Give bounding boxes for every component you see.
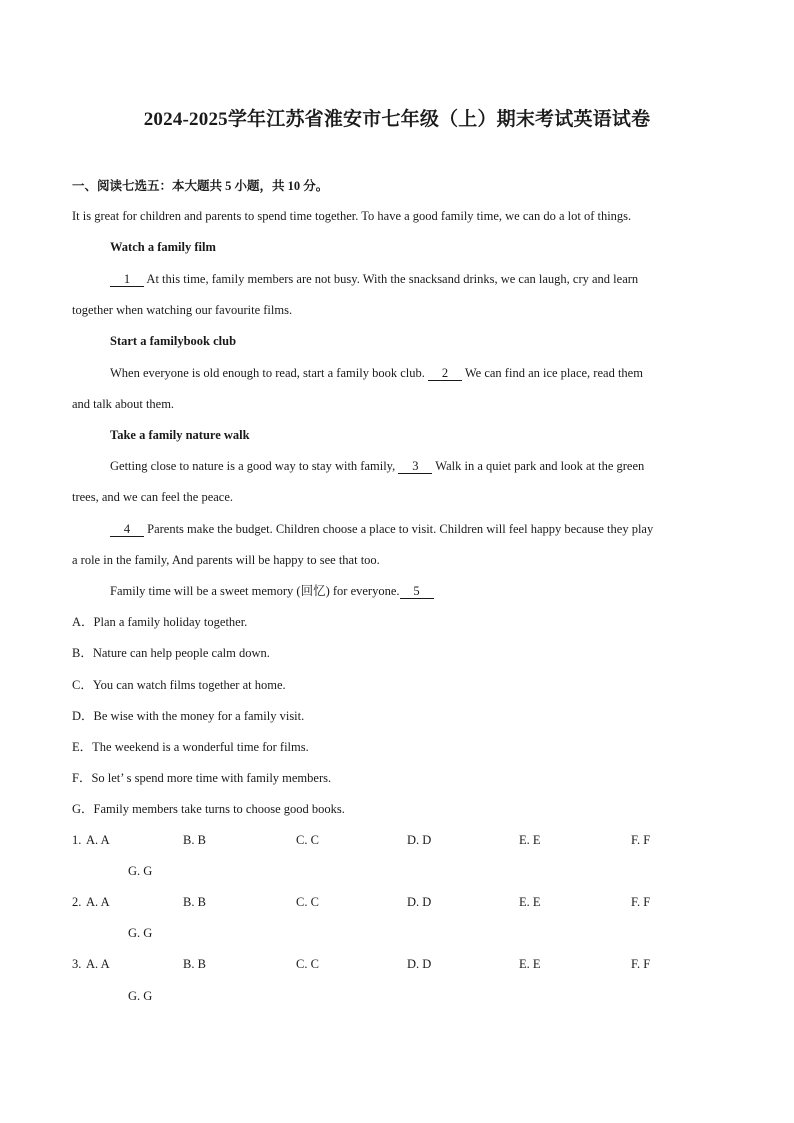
option-a: A．Plan a family holiday together. [72, 615, 248, 629]
choice-b[interactable]: B. B [183, 895, 206, 909]
paragraph-2-line-1 [110, 365, 643, 381]
choice-d[interactable]: D. D [407, 957, 432, 971]
paragraph-3-text-post: Walk in a quiet park and look at the green [432, 459, 645, 473]
blank-2[interactable]: 2 [428, 367, 462, 381]
choice-b[interactable]: B. B [183, 957, 206, 971]
option-f: F．So let’ s spend more time with family members. [72, 771, 332, 785]
section-heading: 一、阅读七选五：本大题共 5 小题，共 10 分。 [72, 179, 329, 193]
paragraph-1-line-2: together when watching our favourite films. [72, 303, 293, 317]
choice-b[interactable]: B. B [183, 833, 206, 847]
question-number: 1. [72, 833, 82, 847]
choice-e[interactable]: E. E [519, 895, 541, 909]
question-2-row [72, 895, 772, 911]
blank-4[interactable]: 4 [110, 523, 144, 537]
blank-1[interactable]: 1 [110, 273, 144, 287]
paragraph-2-text-post: We can find an ice place, read them [461, 366, 643, 380]
question-number: 2. [72, 895, 82, 909]
paragraph-4-line-1 [110, 521, 653, 537]
choice-f[interactable]: F. F [631, 895, 651, 909]
choice-d[interactable]: D. D [407, 895, 432, 909]
paragraph-3-text-pre: Getting close to nature is a good way to stay with family, [110, 459, 399, 473]
choice-e[interactable]: E. E [519, 957, 541, 971]
paragraph-3-line-2: trees, and we can feel the peace. [72, 490, 234, 504]
blank-3[interactable]: 3 [398, 460, 432, 474]
option-e: E．The weekend is a wonderful time for films. [72, 740, 309, 754]
choice-g[interactable]: G. G [128, 926, 153, 940]
choice-g[interactable]: G. G [128, 864, 153, 878]
subheading-book-club: Start a familybook club [110, 334, 237, 348]
choice-c[interactable]: C. C [296, 957, 319, 971]
choice-a[interactable]: A. A [86, 833, 110, 847]
question-number: 3. [72, 957, 82, 971]
option-b: B．Nature can help people calm down. [72, 646, 270, 660]
choice-d[interactable]: D. D [407, 833, 432, 847]
choice-a[interactable]: A. A [86, 895, 110, 909]
page-title: 2024-2025学年江苏省淮安市七年级（上）期末考试英语试卷 [143, 109, 651, 130]
question-2-row-2 [72, 926, 772, 942]
closing-line [110, 583, 434, 599]
subheading-watch-film: Watch a family film [110, 240, 216, 254]
paragraph-1-text: At this time, family members are not busy. With the snacksand drinks, we can laugh, cry and learn [144, 272, 639, 286]
question-3-row [72, 957, 772, 973]
choice-f[interactable]: F. F [631, 833, 651, 847]
option-d: D．Be wise with the money for a family visit. [72, 709, 305, 723]
option-c: C．You can watch films together at home. [72, 678, 286, 692]
intro-paragraph: It is great for children and parents to spend time together. To have a good family time, we can do a lot of things. [72, 209, 632, 223]
choice-a[interactable]: A. A [86, 957, 110, 971]
paragraph-3-line-1 [110, 458, 644, 474]
subheading-nature-walk: Take a family nature walk [110, 428, 250, 442]
choice-c[interactable]: C. C [296, 833, 319, 847]
choice-g[interactable]: G. G [128, 989, 153, 1003]
paragraph-1-line-1 [110, 271, 638, 287]
option-g: G．Family members take turns to choose good books. [72, 802, 345, 816]
question-1-row-2 [72, 864, 772, 880]
closing-text: Family time will be a sweet memory (回忆) for everyone. [110, 584, 400, 598]
choice-c[interactable]: C. C [296, 895, 319, 909]
paragraph-4-text: Parents make the budget. Children choose a place to visit. Children will feel happy because they play [144, 522, 654, 536]
paragraph-2-line-2: and talk about them. [72, 397, 175, 411]
paragraph-2-text-pre: When everyone is old enough to read, start a family book club. [110, 366, 428, 380]
paragraph-4-line-2: a role in the family, And parents will be happy to see that too. [72, 553, 380, 567]
blank-5[interactable]: 5 [400, 585, 434, 599]
question-1-row [72, 833, 772, 849]
choice-f[interactable]: F. F [631, 957, 651, 971]
choice-e[interactable]: E. E [519, 833, 541, 847]
question-3-row-2 [72, 989, 772, 1005]
